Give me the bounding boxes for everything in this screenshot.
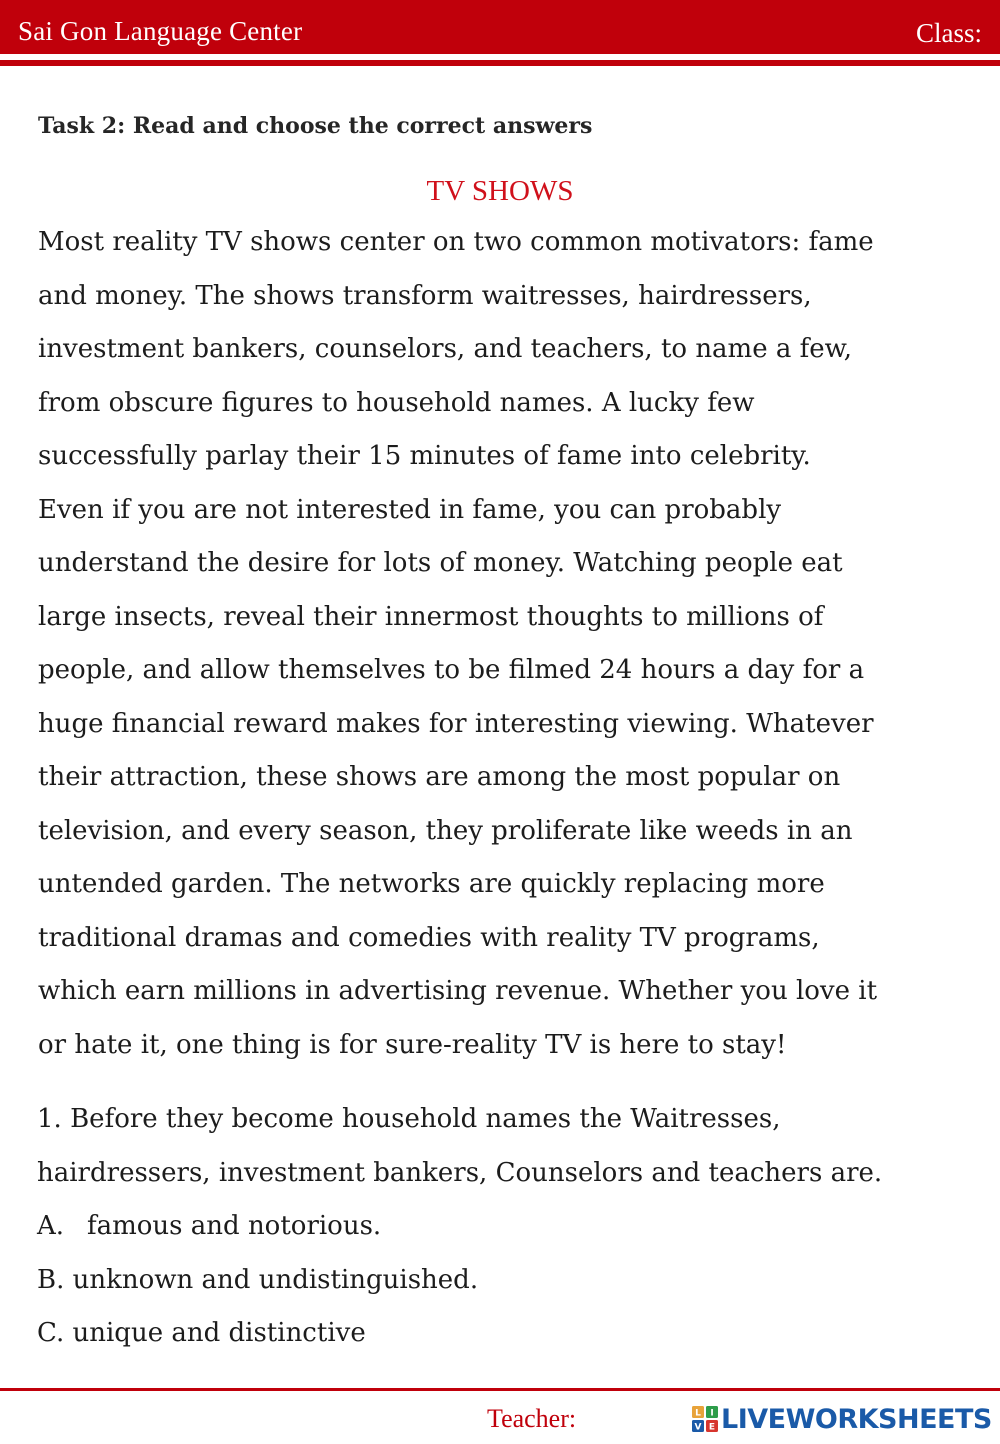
passage-line: successfully parlay their 15 minutes of fame into celebrity. — [38, 441, 811, 471]
answer-option-a[interactable] — [37, 1200, 997, 1254]
liveworksheets-logo-icon — [692, 1406, 718, 1432]
passage-line: Most reality TV shows center on two common motivators: fame — [38, 227, 874, 257]
answer-option-c[interactable] — [37, 1307, 997, 1361]
passage-line: from obscure figures to household names. A lucky few — [38, 387, 755, 418]
class-label: Class: — [915, 18, 982, 48]
logo-letter: V — [694, 1422, 702, 1432]
passage-line: which earn millions in advertising revenue. Whether you love it — [38, 976, 878, 1006]
passage-line: investment bankers, counselors, and teachers, to name a few, — [38, 334, 853, 364]
option-letter: A. — [37, 1211, 65, 1241]
passage-line: traditional dramas and comedies with reality TV programs, — [38, 922, 820, 953]
header-bar — [0, 0, 1000, 54]
brand-name: LIVEWORKSHEETS — [721, 1403, 992, 1435]
passage-line: their attraction, these shows are among the most popular on — [38, 762, 841, 792]
task-heading: Task 2: Read and choose the correct answers — [38, 113, 593, 139]
logo-letter: L — [695, 1408, 701, 1419]
liveworksheets-logo — [692, 1404, 992, 1434]
passage-line: huge financial reward makes for interesting viewing. Whatever — [38, 708, 874, 739]
option-letter: B. — [37, 1264, 65, 1295]
logo-letter: I — [710, 1408, 714, 1419]
option-text: unknown and undistinguished. — [72, 1264, 479, 1295]
passage-line: television, and every season, they proliferate like weeds in an — [38, 815, 853, 846]
option-text: famous and notorious. — [87, 1211, 382, 1241]
passage-line: people, and allow themselves to be filmed 24 hours a day for a — [38, 655, 865, 685]
question-1 — [37, 1093, 997, 1361]
passage-title: TV SHOWS — [426, 175, 574, 207]
header-divider — [0, 60, 1000, 66]
passage-line: large insects, reveal their innermost thoughts to millions of — [38, 601, 824, 632]
passage-line: understand the desire for lots of money. Watching people eat — [38, 548, 843, 578]
teacher-label: Teacher: — [487, 1404, 577, 1433]
question-stem-line: 1. Before they become household names the Waitresses, — [37, 1104, 781, 1134]
question-stem-line: hairdressers, investment bankers, Counselors and teachers are. — [37, 1157, 883, 1188]
passage-text — [38, 216, 978, 1072]
passage-line: untended garden. The networks are quickly replacing more — [38, 869, 825, 899]
passage-line: or hate it, one thing is for sure-reality TV is here to stay! — [38, 1029, 787, 1060]
option-letter: C. — [37, 1318, 65, 1348]
passage-line: Even if you are not interested in fame, you can probably — [38, 494, 782, 525]
answer-option-b[interactable] — [37, 1254, 997, 1308]
passage-line: and money. The shows transform waitresses, hairdressers, — [38, 280, 812, 311]
option-text: unique and distinctive — [72, 1318, 366, 1348]
footer-divider — [0, 1388, 1000, 1391]
logo-letter: E — [708, 1422, 716, 1432]
center-name: Sai Gon Language Center — [18, 16, 303, 46]
